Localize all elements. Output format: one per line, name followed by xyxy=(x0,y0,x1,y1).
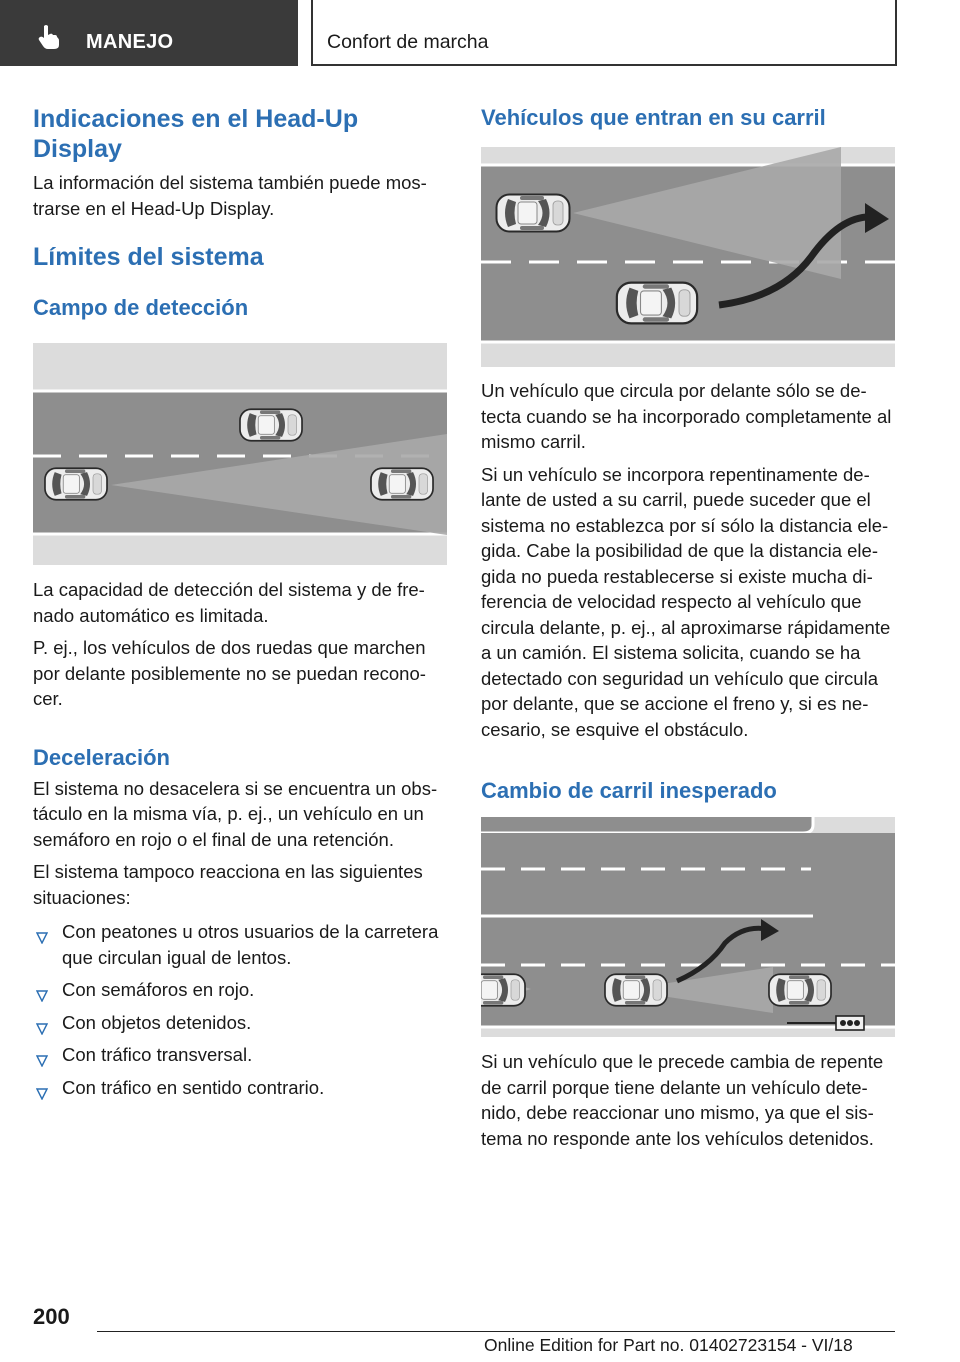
list-item: Con semáforos en rojo. xyxy=(33,977,453,1003)
edition-footer: Online Edition for Part no. 01402723154 - VI/18 xyxy=(484,1335,853,1355)
figure-detection-field xyxy=(33,343,447,565)
left-column xyxy=(33,104,453,322)
triangle-bullet-icon xyxy=(36,925,48,951)
situations-list xyxy=(33,919,453,1100)
list-item: Con tráfico en sentido contrario. xyxy=(33,1075,453,1101)
paragraph-headup: La información del sistema también puede mos-trarse en el Head-Up Display. xyxy=(33,172,427,219)
paragraph-decel-1: El sistema no desacelera si se encuentra un obs-táculo en la misma vía, p. ej., un vehículo en un semáforo en rojo o el final de una retención. xyxy=(33,777,438,850)
page-header xyxy=(311,0,897,66)
heading-limits: Límites del sistema xyxy=(33,243,264,271)
list-item: Con objetos detenidos. xyxy=(33,1010,453,1036)
right-column-bottom xyxy=(481,1049,895,1151)
heading-deceleration: Deceleración xyxy=(33,744,170,770)
heading-entering-vehicles: Vehículos que entran en su carril xyxy=(481,105,826,130)
left-column-lower xyxy=(33,577,453,1107)
chapter-label: MANEJO xyxy=(86,31,174,53)
heading-headup: Indicaciones en el Head-Up Display xyxy=(33,105,359,163)
triangle-bullet-icon xyxy=(36,1048,48,1074)
triangle-bullet-icon xyxy=(36,1081,48,1107)
paragraph-entering-2: Si un vehículo se incorpora repentinamente de-lante de usted a su carril, puede suceder que el sistema no establezca por sí sólo la distancia ele-gida. Cabe la posibilidad de que la distancia ele-gida no pueda restablecerse si existe mucha di-ferencia de velocidad respecto al vehículo que circula delante, p. ej., al aproximarse rápidamente a un camión. El sistema solicita, cuando se ha detectado con seguridad un vehículo que circula por delante, que se accione el freno y, si es ne-cesario, se esquive el obstáculo. xyxy=(481,463,891,740)
right-column-lower xyxy=(481,378,895,805)
page-number: 200 xyxy=(33,1304,70,1329)
hand-pointer-icon xyxy=(38,24,60,55)
triangle-bullet-icon xyxy=(36,983,48,1009)
triangle-bullet-icon xyxy=(36,1016,48,1042)
paragraph-campo-1: La capacidad de detección del sistema y de fre-nado automático es limitada. xyxy=(33,579,425,626)
chapter-tab xyxy=(0,0,298,66)
heading-campo: Campo de detección xyxy=(33,295,249,320)
figure-unexpected-lane-change xyxy=(481,817,895,1037)
footer-divider xyxy=(97,1331,895,1332)
paragraph-entering-1: Un vehículo que circula por delante sólo se de-tecta cuando se ha incorporado completamente al mismo carril. xyxy=(481,380,892,452)
list-item: Con peatones u otros usuarios de la carretera que circulan igual de lentos. xyxy=(33,919,453,970)
list-item: Con tráfico transversal. xyxy=(33,1042,453,1068)
figure-entering-vehicle xyxy=(481,147,895,367)
right-column-top xyxy=(481,104,895,132)
heading-unexpected-lane-change: Cambio de carril inesperado xyxy=(481,778,777,803)
paragraph-lane-change: Si un vehículo que le precede cambia de repente de carril porque tiene delante un vehículo dete-nido, debe reaccionar uno mismo, ya que el sis-tema no responde ante los vehículos detenidos. xyxy=(481,1051,884,1149)
paragraph-decel-2: El sistema tampoco reacciona en las siguientes situaciones: xyxy=(33,861,423,908)
section-title: Confort de marcha xyxy=(327,31,489,53)
paragraph-campo-2: P. ej., los vehículos de dos ruedas que marchen por delante posiblemente no se puedan recono-cer. xyxy=(33,637,426,709)
